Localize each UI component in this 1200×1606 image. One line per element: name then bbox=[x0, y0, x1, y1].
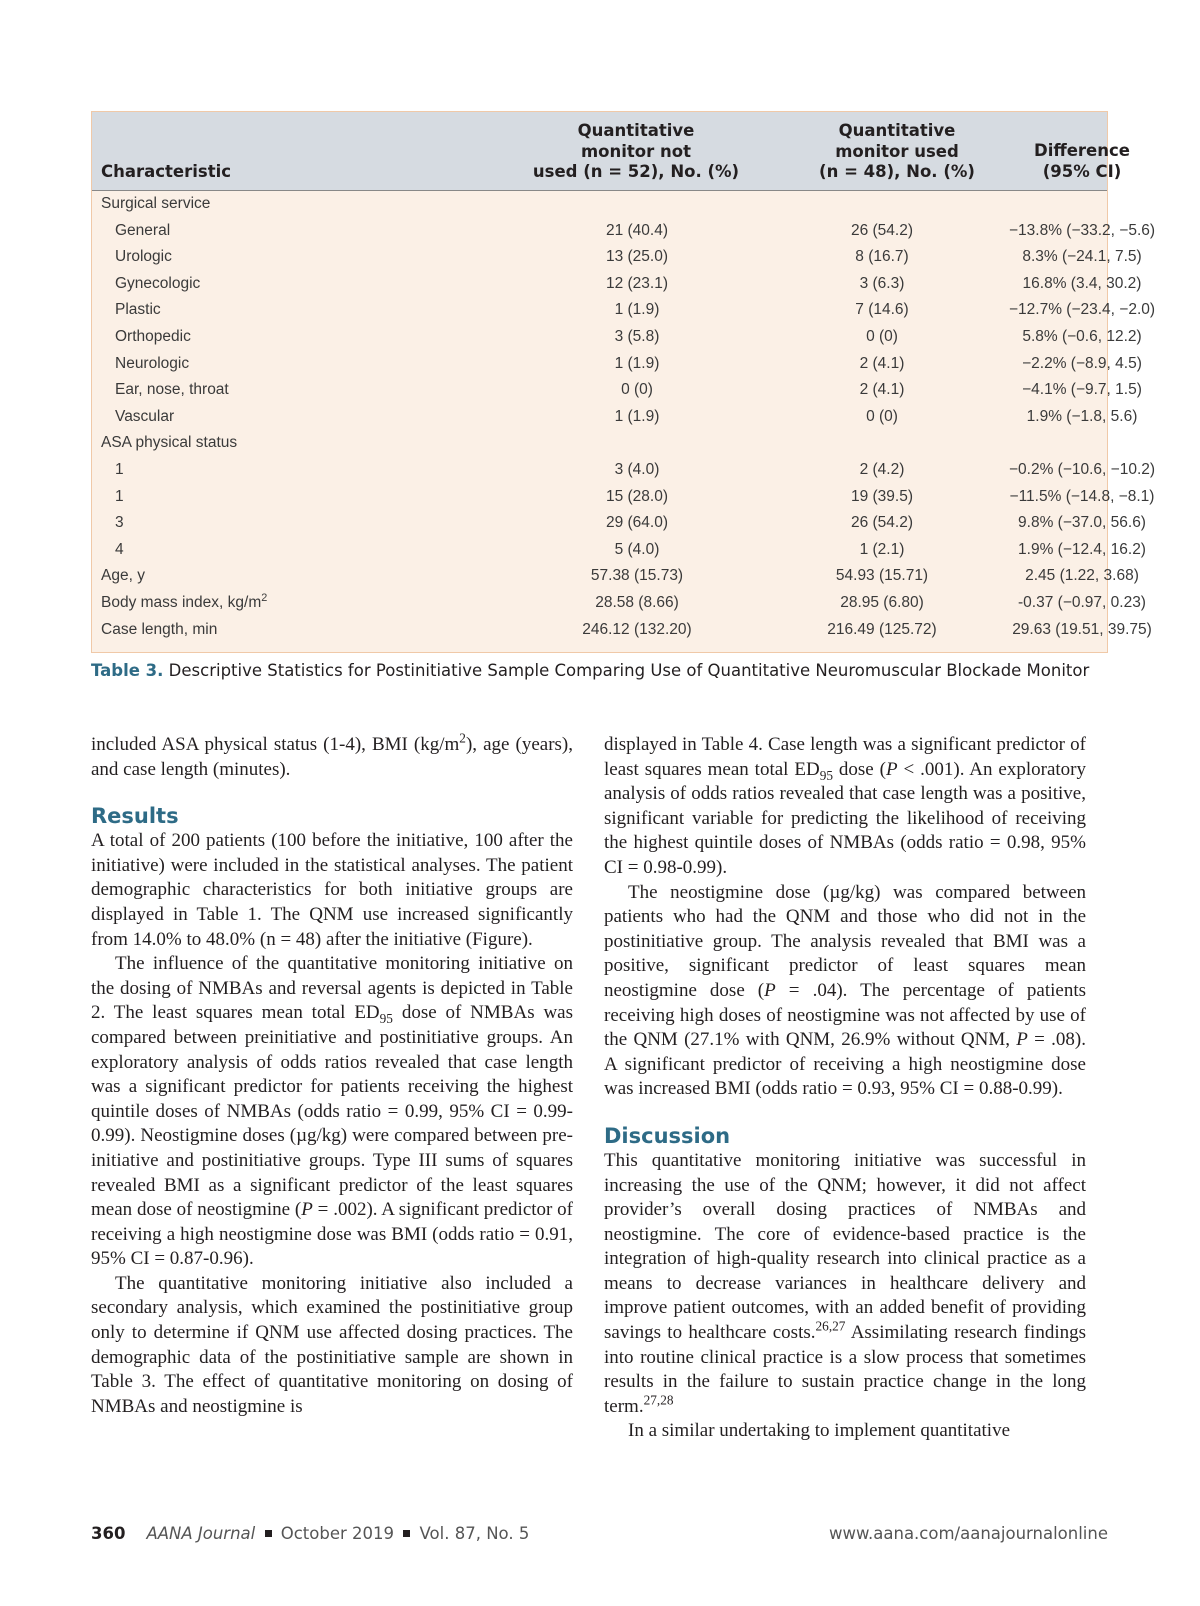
journal-url[interactable]: www.aana.com/aanajournalonline bbox=[829, 1524, 1108, 1543]
cell-not-used: 246.12 (132.20) bbox=[582, 620, 692, 638]
cell-used: 0 (0) bbox=[866, 327, 898, 345]
row-label: Vascular bbox=[115, 407, 175, 425]
cell-difference: −11.5% (−14.8, −8.1) bbox=[1009, 487, 1155, 505]
paragraph: The quantitative monitoring initiative also included a secondary analysis, which examined the postinitiative group only to determine if QNM use affected dosing practices. The demographic data of the postinitiative sample are shown in Table 3. The effect of quantitative monitoring on dosing of NMBAs and neostigmine is bbox=[91, 1272, 573, 1417]
cell-used: 28.95 (6.80) bbox=[840, 593, 924, 611]
cell-not-used: 15 (28.0) bbox=[605, 487, 669, 505]
table-caption bbox=[91, 659, 1111, 683]
caption-label: Table 3. bbox=[91, 661, 164, 680]
journal-name: AANA Journal bbox=[146, 1524, 256, 1543]
cell-used: 3 (6.3) bbox=[859, 274, 905, 292]
header-line: (n = 48), No. (%) bbox=[819, 162, 975, 181]
cell-not-used: 3 (5.8) bbox=[614, 327, 660, 345]
header-line: Quantitative bbox=[838, 121, 956, 140]
table-row bbox=[92, 617, 1152, 644]
table-row bbox=[92, 218, 1156, 245]
row-label: Plastic bbox=[115, 301, 161, 319]
page-number: 360 bbox=[91, 1524, 126, 1543]
table-row bbox=[92, 430, 1107, 457]
row-label: Urologic bbox=[115, 248, 172, 266]
header-line: Difference bbox=[1034, 141, 1130, 160]
paragraph: displayed in Table 4. Case length was a significant predictor of least squares mean total $ED_{95}$ dose (P < .001). An exploratory analysis of odds ratios revealed that case length was a positive, significant variable for predicting the likelihood of receiving the highest quintile doses of NMBAs (odds ratio = 0.98, 95% CI = 0.98-0.99). bbox=[604, 734, 1087, 878]
row-label-text: Body mass index, kg/m bbox=[101, 593, 262, 611]
cell-difference: 5.8% (−0.6, 12.2) bbox=[1022, 327, 1142, 345]
cell-used: 2 (4.2) bbox=[859, 460, 905, 478]
cell-not-used: 57.38 (15.73) bbox=[590, 567, 684, 585]
left-column bbox=[91, 730, 574, 1419]
table-row bbox=[92, 510, 1146, 537]
header-line: used (n = 52), No. (%) bbox=[532, 162, 740, 181]
table-row bbox=[92, 297, 1156, 324]
discussion-heading: Discussion bbox=[604, 1123, 731, 1148]
cell-used: 1 (2.1) bbox=[859, 540, 905, 558]
header-difference bbox=[982, 141, 1182, 182]
header-line: (95% CI) bbox=[1042, 161, 1122, 181]
right-column bbox=[604, 733, 1086, 1444]
volume: Vol. 87, No. 5 bbox=[419, 1524, 530, 1543]
cell-used: 26 (54.2) bbox=[850, 514, 914, 532]
table-row bbox=[92, 191, 1107, 218]
header-monitor-not-used bbox=[527, 121, 745, 183]
cell-difference: 8.3% (−24.1, 7.5) bbox=[1022, 248, 1142, 266]
cell-used: 8 (16.7) bbox=[855, 248, 909, 266]
table-row bbox=[92, 457, 1156, 484]
cell-used: 2 (4.1) bbox=[859, 381, 905, 399]
cell-difference: −13.8% (−33.2, −5.6) bbox=[1008, 221, 1156, 239]
table-header bbox=[92, 112, 1130, 191]
table-row bbox=[92, 590, 1146, 617]
cell-difference: −4.1% (−9.7, 1.5) bbox=[1022, 381, 1142, 399]
table-row bbox=[92, 324, 1142, 351]
results-heading: Results bbox=[91, 804, 179, 829]
row-label: 3 bbox=[115, 514, 124, 532]
cell-not-used: 1 (1.9) bbox=[614, 354, 660, 372]
cell-not-used: 28.58 (8.66) bbox=[595, 593, 679, 611]
table-row bbox=[92, 377, 1142, 404]
cell-difference: 2.45 (1.22, 3.68) bbox=[1025, 567, 1139, 585]
cell-difference: -0.37 (−0.97, 0.23) bbox=[1018, 593, 1146, 611]
row-label: 1 bbox=[115, 487, 124, 505]
row-label: Orthopedic bbox=[115, 327, 191, 345]
cell-not-used: 1 (1.9) bbox=[614, 407, 660, 425]
cell-used: 7 (14.6) bbox=[855, 301, 909, 319]
cell-not-used: 29 (64.0) bbox=[605, 514, 669, 532]
row-label: Ear, nose, throat bbox=[115, 381, 229, 399]
row-label: Surgical service bbox=[101, 195, 211, 212]
issue-date: October 2019 bbox=[280, 1524, 395, 1543]
table-body bbox=[92, 191, 1156, 643]
header-monitor-used bbox=[782, 121, 1012, 183]
cell-not-used: 13 (25.0) bbox=[605, 248, 669, 266]
row-label: General bbox=[115, 221, 171, 239]
table-row bbox=[92, 537, 1146, 564]
table-row bbox=[92, 351, 1142, 378]
header-line: monitor not bbox=[580, 141, 691, 161]
cell-difference: −2.2% (−8.9, 4.5) bbox=[1022, 354, 1142, 372]
cell-difference: 29.63 (19.51, 39.75) bbox=[1012, 620, 1152, 638]
row-label: Case length, min bbox=[101, 620, 218, 638]
paragraph: The neostigmine dose (µg/kg) was compared between patients who had the QNM and those who did not in the postinitiative group. The analysis revealed that BMI was a positive, significant predictor of least squares mean neostigmine dose (P = .04). The percentage of patients receiving high doses of neostigmine was not affected by use of the QNM (27.1% with QNM, 26.9% without QNM, P = .08). A significant predictor of receiving a high neostigmine dose was increased BMI (odds ratio = 0.93, 95% CI = 0.88-0.99). bbox=[604, 881, 1086, 1100]
cell-difference: −0.2% (−10.6, −10.2) bbox=[1008, 460, 1156, 478]
table-row bbox=[92, 404, 1138, 431]
cell-not-used: 21 (40.4) bbox=[605, 221, 669, 239]
row-label: ASA physical status bbox=[101, 434, 238, 452]
paragraph: A total of 200 patients (100 before the initiative, 100 after the initiative) were included in the statistical analyses. The patient demographic characteristics for both initiative groups are displayed in Table 1. The QNM use increased significantly from 14.0% to 48.0% (n = 48) after the initiative (Figure). bbox=[91, 830, 573, 950]
square-bullet-icon bbox=[265, 1530, 272, 1537]
paragraph: This quantitative monitoring initiative was successful in increasing the use of the QNM; however, it did not affect provider’s overall dosing practices of NMBAs and neostigmine. The core of evidence-based practice is the integration of high-quality research into clinical practice as a means to decrease variances in healthcare delivery and improve patient outcomes, with an added benefit of providing savings to healthcare costs.$^{26,27}$ Assimilating research findings into routine clinical practice is a slow process that sometimes results in the failure to sustain practice change in the long term.$^{27,28}$ bbox=[604, 1149, 1086, 1417]
row-label: Gynecologic bbox=[115, 274, 201, 292]
cell-used: 2 (4.1) bbox=[859, 354, 905, 372]
row-label: 4 bbox=[115, 540, 124, 558]
header-characteristic: Characteristic bbox=[101, 161, 232, 181]
cell-difference: 16.8% (3.4, 30.2) bbox=[1022, 274, 1142, 292]
table-row bbox=[92, 271, 1142, 298]
cell-not-used: 0 (0) bbox=[621, 381, 653, 399]
cell-not-used: 12 (23.1) bbox=[605, 274, 669, 292]
cell-used: 216.49 (125.72) bbox=[827, 620, 937, 638]
paragraph: The influence of the quantitative monitoring initiative on the dosing of NMBAs and reversal agents is depicted in Table 2. The least squares mean total $ED_{95}$ dose of NMBAs was compared between preinitiative and postinitiative groups. An exploratory analysis of odds ratios revealed that case length was a significant predictor for patients receiving the highest quintile doses of NMBAs (odds ratio = 0.99, 95% CI = 0.99-0.99). Neostigmine doses (µg/kg) were compared between pre-initiative and postinitiative groups. Type III sums of squares revealed BMI as a significant predictor of the least squares mean dose of neostigmine (P = .002). A significant predictor of receiving a high neostigmine dose was BMI (odds ratio = 0.91, 95% CI = 0.87-0.96). bbox=[91, 953, 573, 1270]
cell-not-used: 3 (4.0) bbox=[614, 460, 660, 478]
header-line: Quantitative bbox=[577, 121, 695, 140]
row-label: Neurologic bbox=[115, 354, 190, 372]
square-bullet-icon bbox=[403, 1530, 410, 1537]
cell-difference: −12.7% (−23.4, −2.0) bbox=[1008, 301, 1156, 319]
paragraph: included ASA physical status (1-4), BMI $(kg/m^2)$, age (years), and case length (minutes). bbox=[91, 730, 574, 780]
cell-difference: 9.8% (−37.0, 56.6) bbox=[1018, 514, 1146, 532]
cell-used: 54.93 (15.71) bbox=[835, 567, 929, 585]
row-label: 1 bbox=[115, 460, 124, 478]
cell-not-used: 5 (4.0) bbox=[614, 540, 660, 558]
cell-not-used: 1 (1.9) bbox=[614, 301, 660, 319]
cell-used: 0 (0) bbox=[866, 407, 898, 425]
table-row bbox=[92, 484, 1155, 511]
cell-used: 26 (54.2) bbox=[850, 221, 914, 239]
paragraph: In a similar undertaking to implement quantitative bbox=[628, 1420, 1011, 1442]
table-row bbox=[92, 244, 1142, 271]
header-line: monitor used bbox=[835, 141, 959, 161]
caption-text: Descriptive Statistics for Postinitiative Sample Comparing Use of Quantitative Neuromuscular Blockade Monitor bbox=[168, 661, 1090, 680]
cell-difference: 1.9% (−12.4, 16.2) bbox=[1018, 540, 1146, 558]
row-label-superscript: 2 bbox=[261, 591, 268, 604]
data-table bbox=[91, 111, 1156, 653]
table-row bbox=[92, 563, 1139, 590]
cell-difference: 1.9% (−1.8, 5.6) bbox=[1026, 407, 1138, 425]
cell-used: 19 (39.5) bbox=[850, 487, 914, 505]
row-label: Age, y bbox=[101, 567, 145, 585]
page-footer bbox=[91, 1524, 1108, 1548]
row-label bbox=[101, 591, 268, 612]
